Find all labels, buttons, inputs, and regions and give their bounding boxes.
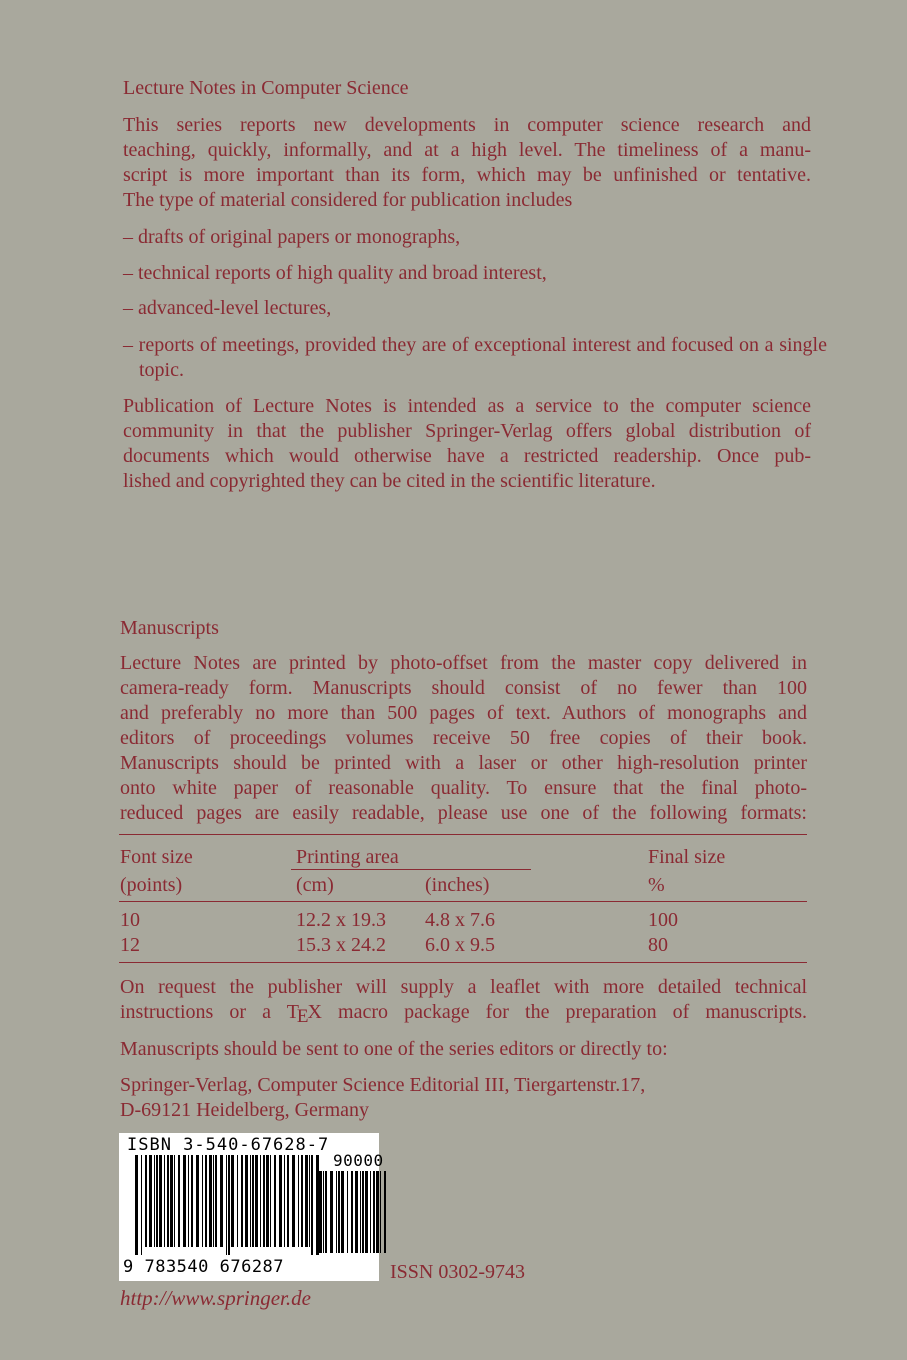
table-cell: 12 (120, 934, 140, 956)
barcode-bar (226, 1155, 227, 1255)
barcode-bar (156, 1155, 158, 1247)
header-cm: (cm) (296, 874, 334, 896)
tex-logo (286, 1001, 322, 1027)
request-text: instructions or a (120, 1001, 271, 1023)
list-item: – advanced-level lectures, (123, 297, 332, 319)
barcode-bar (159, 1155, 162, 1247)
table-cell: 6.0 x 9.5 (425, 934, 495, 956)
request-text: macro package for the preparation of manuscripts. (338, 1001, 808, 1023)
barcode-bar (245, 1155, 248, 1247)
barcode-bar (188, 1155, 189, 1247)
barcode-bar (170, 1155, 173, 1247)
table-cell: 10 (120, 909, 140, 931)
barcode-bar (384, 1171, 386, 1253)
manuscripts-line: and preferably no more than 500 pages of text. Authors of monographs and (120, 702, 807, 724)
barcode-bar (260, 1155, 261, 1247)
table-cell: 4.8 x 7.6 (425, 909, 495, 931)
series-title: Lecture Notes in Computer Science (123, 77, 409, 99)
manuscripts-title: Manuscripts (120, 617, 219, 639)
manuscripts-line: camera-ready form. Manuscripts should consist of no fewer than 100 (120, 677, 807, 699)
header-font-size: Font size (120, 846, 193, 868)
request-line: On request the publisher will supply a leaflet with more detailed technical (120, 976, 807, 998)
barcode-bar (338, 1171, 340, 1253)
manuscripts-line: Lecture Notes are printed by photo-offset from the master copy delivered in (120, 652, 807, 674)
barcode-bar (360, 1171, 361, 1253)
request-paragraph (120, 975, 807, 1025)
barcode-bar (215, 1155, 217, 1247)
barcode-bar (154, 1155, 155, 1247)
manuscripts-line: onto white paper of reasonable quality. To ensure that the final photo- (120, 777, 807, 799)
printing-area-rule (291, 869, 531, 870)
intro-line: This series reports new developments in computer science research and (123, 114, 811, 136)
header-printing-area: Printing area (296, 846, 399, 868)
barcode-bar (355, 1171, 358, 1253)
list-item: – technical reports of high quality and broad interest, (123, 262, 547, 284)
barcode-bar (284, 1155, 285, 1247)
intro-line: teaching, quickly, informally, and at a high level. The timeliness of a manu- (123, 139, 811, 161)
table-cell: 15.3 x 24.2 (296, 934, 386, 956)
barcode-bar (228, 1155, 230, 1255)
addon-digits: 90000 (333, 1151, 384, 1170)
barcode-bar (292, 1155, 295, 1247)
barcode-bar (241, 1155, 243, 1247)
header-inches: (inches) (425, 874, 490, 896)
barcode-bar (220, 1155, 223, 1247)
ean-digits: 9 783540 676287 (123, 1257, 285, 1277)
barcode-bar (255, 1155, 258, 1247)
barcode-bar (270, 1155, 271, 1247)
intro-line: script is more important than its form, which may be unfinished or tentative. (123, 164, 811, 186)
barcode-bar (135, 1155, 138, 1255)
barcode-bar (380, 1171, 381, 1253)
address-line: D-69121 Heidelberg, Germany (120, 1099, 370, 1121)
barcode-bar (347, 1171, 348, 1253)
tex-e: E (296, 1006, 309, 1027)
barcode-bar (362, 1171, 364, 1253)
barcode-bar (305, 1155, 308, 1247)
barcode-bar (301, 1155, 303, 1247)
barcode-bar (365, 1171, 368, 1253)
list-item: – reports of meetings, provided they are of exceptional interest and focused on a single topic. (123, 334, 827, 381)
table-bottom-rule (119, 962, 807, 963)
barcode-bar (231, 1155, 234, 1247)
barcode-bar (274, 1155, 276, 1247)
barcode-bar (341, 1171, 344, 1253)
barcode-bar (309, 1155, 310, 1247)
table-cell: 12.2 x 19.3 (296, 909, 386, 931)
manuscripts-line: editors of proceedings volumes receive 50 free copies of their book. (120, 727, 807, 749)
barcode-bar (183, 1155, 186, 1247)
intro-line: The type of material considered for publication includes (123, 189, 573, 211)
barcode-bar (149, 1155, 152, 1247)
header-points: (points) (120, 874, 183, 896)
publication-line: community in that the publisher Springer-Verlag offers global distribution of (123, 420, 811, 442)
barcode-bar (141, 1155, 142, 1255)
series-intro (123, 113, 811, 213)
publication-line: Publication of Lecture Notes is intended as a service to the computer science (123, 395, 811, 417)
barcode-bar (213, 1155, 214, 1247)
request-line (120, 1000, 807, 1025)
barcode-bar (250, 1155, 251, 1247)
address (120, 1073, 645, 1123)
barcode-bar (178, 1155, 180, 1247)
isbn-label: ISBN 3-540-67628-7 (127, 1135, 330, 1155)
barcode-bar (311, 1155, 313, 1255)
barcode-bar (174, 1155, 175, 1247)
publisher-url[interactable]: http://www.springer.de (120, 1286, 311, 1310)
send-to-text: Manuscripts should be sent to one of the series editors or directly to: (120, 1038, 668, 1060)
barcode-bar (319, 1171, 322, 1253)
barcode-bar (376, 1171, 379, 1253)
table-top-rule (119, 834, 807, 835)
manuscripts-line: Manuscripts should be printed with a laser or other high-resolution printer (120, 752, 807, 774)
barcode-bar (287, 1155, 289, 1247)
tex-t: T (286, 1001, 299, 1023)
issn: ISSN 0302-9743 (390, 1261, 526, 1283)
barcode-bar (336, 1171, 337, 1253)
barcode-bar (145, 1155, 147, 1247)
barcode-bar (202, 1155, 203, 1247)
table-cell: 100 (648, 909, 678, 931)
publication-line: documents which would otherwise have a restricted readership. Once pub- (123, 445, 811, 467)
barcode-bar (164, 1155, 165, 1247)
address-line: Springer-Verlag, Computer Science Editorial III, Tiergartenstr.17, (120, 1074, 646, 1096)
barcode-bar (263, 1155, 265, 1247)
barcode-bar (323, 1171, 324, 1253)
barcode-bar (370, 1171, 371, 1253)
barcode-bar (205, 1155, 207, 1247)
tex-x: X (307, 1001, 322, 1023)
barcode-bar (252, 1155, 254, 1247)
manuscripts-line: reduced pages are easily readable, please use one of the following formats: (120, 802, 807, 824)
isbn-barcode (119, 1133, 384, 1281)
publication-paragraph (123, 394, 811, 494)
barcode-bar (237, 1155, 238, 1247)
header-percent: % (648, 874, 665, 896)
barcode-bar (330, 1171, 333, 1253)
header-final-size: Final size (648, 846, 726, 868)
publication-line: lished and copyrighted they can be cited in the scientific literature. (123, 470, 656, 492)
barcode-bar (351, 1171, 353, 1253)
table-header-rule (119, 901, 807, 902)
barcode-bar (209, 1155, 212, 1247)
barcode-bar (298, 1155, 299, 1247)
barcode-bar (266, 1155, 269, 1247)
table-cell: 80 (648, 934, 668, 956)
barcode-bar (167, 1155, 169, 1247)
barcode-bar (325, 1171, 327, 1253)
manuscripts-paragraph (120, 651, 807, 826)
barcode-bar (279, 1155, 282, 1247)
barcode-bar (191, 1155, 193, 1247)
barcode-bar (196, 1155, 199, 1247)
list-item: – drafts of original papers or monographs, (123, 226, 461, 248)
barcode-bar (373, 1171, 375, 1253)
